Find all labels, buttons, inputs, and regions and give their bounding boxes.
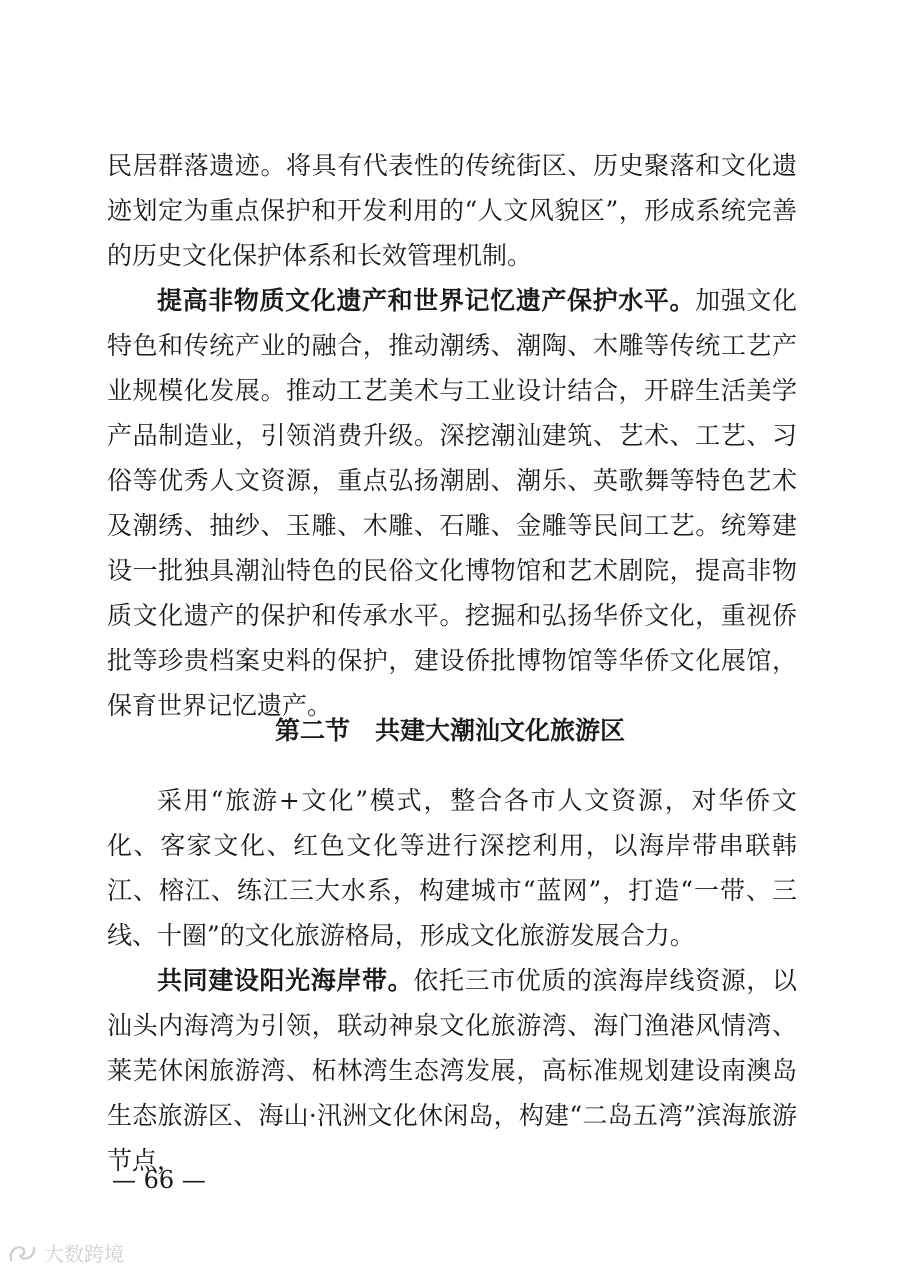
paragraph-4-body: 依托三市优质的滨海岸线资源，以汕头内海湾为引领，联动神泉文化旅游湾、海门渔港风情湾、莱芜休闲旅游湾、柘林湾生态湾发展，高标准规划建设南澳岛生态旅游区、海山·汛洲文化休闲岛，构建“二岛五湾”滨海旅游节点， [107, 966, 797, 1175]
paragraph-4-lead: 共同建设阳光海岸带。 [157, 966, 414, 995]
paragraph-1: 民居群落遗迹。将具有代表性的传统街区、历史聚落和文化遗迹划定为重点保护和开发利用的“人文风貌区”，形成系统完善的历史文化保护体系和长效管理机制。 [107, 151, 797, 270]
body-text-top [107, 143, 797, 728]
body-text-bottom [107, 778, 797, 1183]
paragraph-4 [107, 958, 797, 1183]
paragraph-3: 采用“旅游+文化”模式，整合各市人文资源，对华侨文化、客家文化、红色文化等进行深挖利用，以海岸带串联韩江、榕江、练江三大水系，构建城市“蓝网”，打造“一带、三线、十圈”的文化旅游格局，形成文化旅游发展合力。 [107, 786, 797, 950]
watermark [8, 1238, 124, 1267]
paragraph-2-body: 加强文化特色和传统产业的融合，推动潮绣、潮陶、木雕等传统工艺产业规模化发展。推动工艺美术与工业设计结合，开辟生活美学产品制造业，引领消费升级。深挖潮汕建筑、艺术、工艺、习俗等优秀人文资源，重点弘扬潮剧、潮乐、英歌舞等特色艺术及潮绣、抽纱、玉雕、木雕、石雕、金雕等民间工艺。统筹建设一批独具潮汕特色的民俗文化博物馆和艺术剧院，提高非物质文化遗产的保护和传承水平。挖掘和弘扬华侨文化，重视侨批等珍贵档案史料的保护，建设侨批博物馆等华侨文化展馆，保育世界记忆遗产。 [107, 286, 797, 720]
page-number: — 66 — [112, 1166, 206, 1194]
paragraph-2-lead: 提高非物质文化遗产和世界记忆遗产保护水平。 [157, 286, 696, 315]
brand-logo-icon [8, 1242, 38, 1264]
section-heading: 第二节 共建大潮汕文化旅游区 [274, 716, 625, 745]
paragraph-2 [107, 278, 797, 728]
watermark-text: 大数跨境 [44, 1242, 124, 1266]
